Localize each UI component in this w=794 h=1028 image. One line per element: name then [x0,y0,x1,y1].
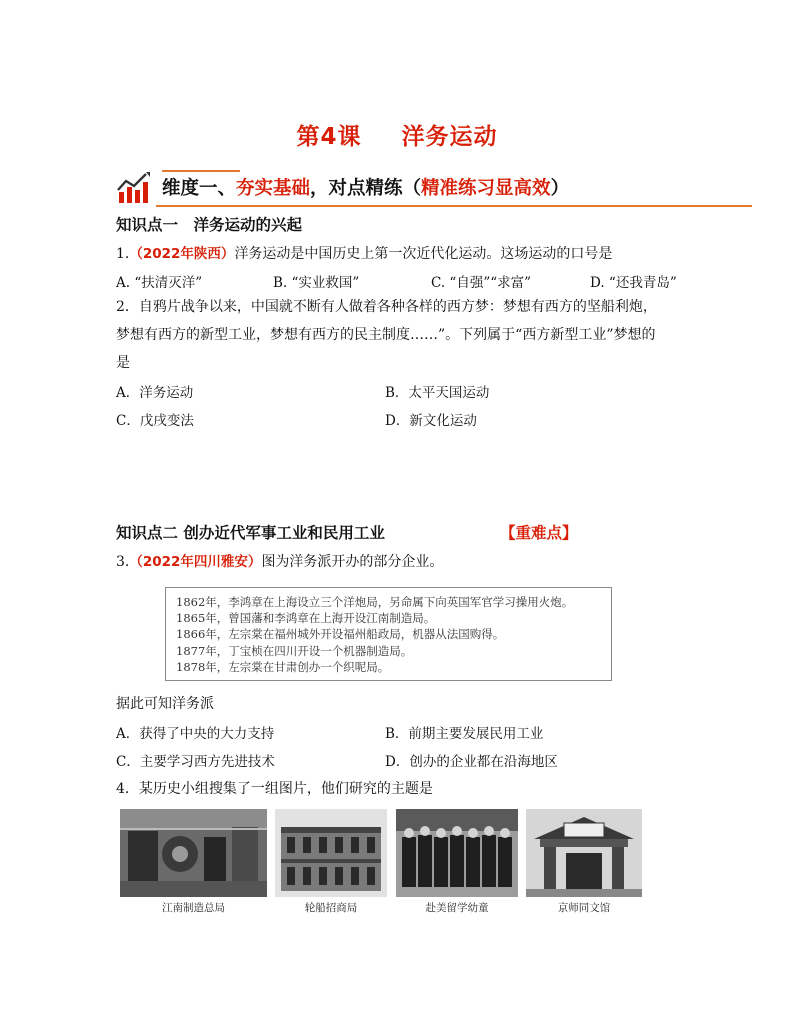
photo-caption-3: 赴美留学幼童 [425,902,489,914]
table-row: 1862年，李鸿章在上海设立三个洋炮局，另命属下向英国军官学习操用火炮。 [176,595,574,609]
dimension-middle: ，对点精练（ [310,178,422,199]
dimension-suffix: ） [550,178,570,199]
header-top-rule [162,170,240,172]
lesson-title [0,118,794,151]
dimension-heading [162,174,569,200]
dimension-header [116,170,752,210]
question-3-option-d[interactable]: D．创办的企业都在沿海地区 [385,754,558,770]
knowledge-point-2-title: 知识点二 创办近代军事工业和民用工业 [116,524,385,542]
question-2-option-b[interactable]: B．太平天国运动 [385,385,490,401]
question-3-text: 图为洋务派开办的部分企业。 [261,554,444,570]
china-merchants-photo [275,809,387,897]
question-2-line-2: 梦想有西方的新型工业，梦想有西方的民主制度……”。下列属于“西方新型工业”梦想的 [116,327,656,343]
key-point-tag: 【重难点】 [500,524,578,542]
dimension-highlight-2: 精准练习显高效 [421,178,551,199]
table-row: 1878年，左宗棠在甘肃创办一个织呢局。 [176,659,390,674]
question-3-number: 3. [116,554,130,570]
question-3-stem [116,552,443,572]
tongwen-guan-photo [526,809,642,897]
lesson-number: 第4课 [296,124,362,150]
question-2-option-d[interactable]: D．新文化运动 [385,413,477,429]
question-2-option-a[interactable]: A．洋务运动 [116,385,194,401]
question-1-option-a[interactable]: A. “扶清灭洋” [116,275,203,291]
photo-caption-4: 京师同文馆 [557,902,611,914]
question-1-option-c[interactable]: C. “自强”“求富” [431,275,532,291]
question-1-text: 洋务运动是中国历史上第一次近代化运动。这场运动的口号是 [234,246,613,262]
jiangnan-arsenal-photo [120,809,267,897]
dimension-highlight: 夯实基础 [236,178,311,199]
question-4-stem: 4．某历史小组搜集了一组图片，他们研究的主题是 [116,781,433,797]
question-3-option-b[interactable]: B．前期主要发展民用工业 [385,726,544,742]
question-2-line-1: 2．自鸦片战争以来，中国就不断有人做着各种各样的西方梦：梦想有西方的坚船利炮， [116,299,657,315]
question-1-option-b[interactable]: B. “实业救国” [273,275,360,291]
chart-growth-icon [116,170,152,206]
lesson-name: 洋务运动 [401,124,498,150]
question-1-stem [116,244,612,264]
dimension-prefix: 维度一、 [162,178,237,199]
question-2-option-c[interactable]: C．戊戌变法 [116,413,194,429]
table-row: 1866年，左宗棠在福州城外开设福州船政局，机器从法国购得。 [176,627,505,642]
photo-caption-2: 轮船招商局 [304,902,358,914]
question-1-option-d[interactable]: D. “还我青岛” [590,275,677,291]
question-3-source: （2022年四川雅安） [129,554,262,570]
table-row: 1877年，丁宝桢在四川开设一个机器制造局。 [176,643,413,658]
question-3-option-c[interactable]: C．主要学习西方先进技术 [116,754,275,770]
table-row: 1865年，曾国藩和李鸿章在上海开设江南制造局。 [176,611,436,626]
photo-caption-1: 江南制造总局 [162,902,225,914]
knowledge-point-1-title: 知识点一 洋务运动的兴起 [116,216,303,234]
question-1-number: 1. [116,246,130,262]
question-3-followup: 据此可知洋务派 [116,696,214,712]
question-2-line-3: 是 [116,355,130,371]
header-underline [156,205,752,207]
question-1-source: （2022年陕西） [129,246,235,262]
study-abroad-children-photo [396,809,518,897]
enterprise-table [165,587,612,681]
question-3-option-a[interactable]: A．获得了中央的大力支持 [116,726,275,742]
